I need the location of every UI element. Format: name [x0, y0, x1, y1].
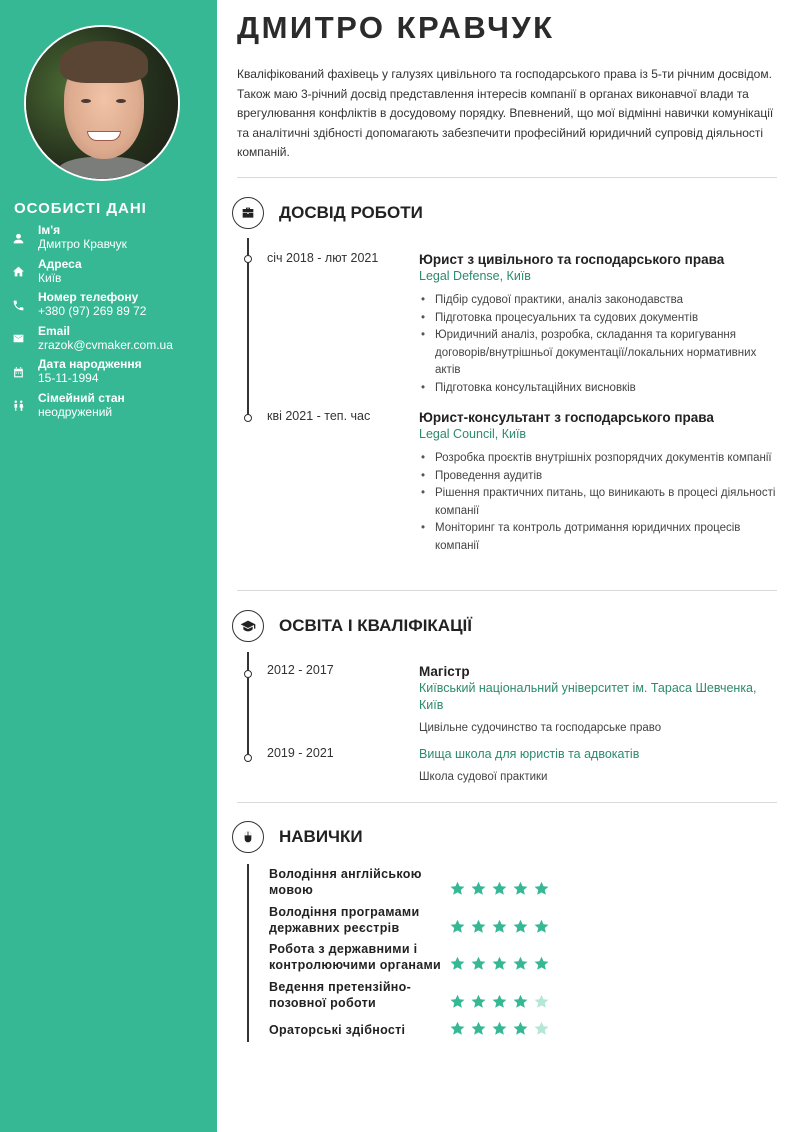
mouse-icon — [232, 821, 264, 853]
experience-section-header — [232, 197, 423, 229]
skill-row — [269, 941, 559, 973]
timeline-dot — [244, 754, 252, 762]
personal-item-name — [10, 223, 210, 257]
employer: Legal Defense, Київ — [419, 269, 531, 283]
skill-row — [269, 979, 559, 1011]
personal-value: неодружений — [38, 404, 113, 419]
responsibilities-list — [419, 450, 779, 555]
entry-date: 2019 - 2021 — [267, 746, 334, 760]
personal-value: Київ — [38, 270, 62, 285]
skill-rating — [449, 955, 550, 973]
skill-name: Володіння програмами державних реєстрів — [269, 905, 420, 935]
divider — [237, 177, 777, 178]
responsibilities-list — [419, 292, 779, 397]
institution: Київський національний університет ім. Тараса Шевченка, Київ — [419, 681, 757, 712]
skill-rating — [449, 880, 550, 898]
star-filled-icon — [491, 918, 508, 935]
skill-name: Ведення претензійно-позовної роботи — [269, 980, 412, 1010]
star-filled-icon — [533, 880, 550, 897]
personal-label: Email — [38, 323, 71, 338]
graduation-cap-icon — [232, 610, 264, 642]
entry-date: січ 2018 - лют 2021 — [267, 251, 379, 265]
employer: Legal Council, Київ — [419, 427, 527, 441]
timeline-dot — [244, 670, 252, 678]
education-timeline — [247, 652, 249, 762]
star-empty-icon — [533, 1020, 550, 1037]
personal-value: 15-11-1994 — [38, 371, 99, 385]
skill-row — [269, 866, 559, 898]
star-filled-icon — [512, 1020, 529, 1037]
profile-summary: Кваліфікований фахівець у галузях цивільного та господарського права із 5-ти річним досвідом. Також маю 3-річний досвід представлення інтересів компанії в органах виконавчої влади та врегулювання конфліктів в досудовому порядку. Впевнений, що мої відмінні навички комунікації та аналітичні здібності допомагають забезпечити професійний юридичний супровід діяльності компаній. — [237, 67, 774, 159]
mail-icon — [10, 331, 26, 347]
divider — [237, 590, 777, 591]
star-filled-icon — [491, 993, 508, 1010]
study-field: Школа судової практики — [419, 771, 548, 783]
personal-label: Сімейний стан — [38, 390, 125, 405]
star-filled-icon — [470, 955, 487, 972]
star-filled-icon — [470, 880, 487, 897]
skill-name: Володіння англійською мовою — [269, 867, 422, 897]
star-filled-icon — [449, 955, 466, 972]
study-field: Цивільне судочинство та господарське право — [419, 722, 662, 734]
list-item: • Рішення практичних питань, що виникають в процесі діяльності компанії — [419, 485, 779, 520]
personal-item-birthdate — [10, 357, 210, 391]
divider — [237, 802, 777, 803]
list-item: • Моніторинг та контроль дотримання юридичних процесів компанії — [419, 520, 779, 555]
star-empty-icon — [533, 993, 550, 1010]
briefcase-icon — [232, 197, 264, 229]
list-item: • Підбір судової практики, аналіз законодавства — [419, 292, 779, 310]
skills-line — [247, 864, 249, 1042]
experience-timeline — [247, 238, 249, 420]
star-filled-icon — [512, 955, 529, 972]
personal-data-heading: ОСОБИСТІ ДАНІ — [14, 200, 147, 217]
candidate-name: ДМИТРО КРАВЧУК — [237, 10, 555, 45]
star-filled-icon — [491, 1020, 508, 1037]
personal-value: +380 (97) 269 89 72 — [38, 304, 147, 318]
timeline-dot — [244, 255, 252, 263]
skill-row — [269, 904, 559, 936]
skill-rating — [449, 1020, 550, 1038]
entry-date: кві 2021 - теп. час — [267, 409, 371, 423]
personal-value[interactable]: zrazok@cvmaker.com.ua — [38, 337, 173, 352]
timeline-dot — [244, 414, 252, 422]
personal-item-marital — [10, 391, 210, 425]
phone-icon — [10, 297, 26, 313]
education-section-header — [232, 610, 472, 642]
star-filled-icon — [449, 993, 466, 1010]
star-filled-icon — [512, 993, 529, 1010]
personal-label: Дата народження — [38, 357, 142, 371]
skill-rating — [449, 993, 550, 1011]
personal-item-email — [10, 324, 210, 358]
list-item: • Підготовка процесуальних та судових документів — [419, 310, 779, 328]
skills-section-header — [232, 821, 363, 853]
personal-item-address — [10, 257, 210, 291]
personal-data-list — [10, 223, 210, 424]
degree: Магістр — [419, 664, 470, 679]
star-filled-icon — [512, 918, 529, 935]
personal-label: Номер телефону — [38, 290, 139, 304]
sidebar — [0, 0, 217, 1132]
entry-date: 2012 - 2017 — [267, 663, 334, 677]
star-filled-icon — [470, 993, 487, 1010]
education-heading: ОСВІТА І КВАЛІФІКАЦІЇ — [279, 616, 472, 635]
star-filled-icon — [491, 955, 508, 972]
star-filled-icon — [533, 918, 550, 935]
star-filled-icon — [512, 880, 529, 897]
star-filled-icon — [449, 1020, 466, 1037]
personal-label: Адреса — [38, 256, 82, 271]
calendar-icon — [10, 364, 26, 380]
personal-item-phone — [10, 290, 210, 324]
star-filled-icon — [449, 918, 466, 935]
job-title: Юрист з цивільного та господарського права — [419, 252, 725, 267]
star-filled-icon — [533, 955, 550, 972]
list-item: • Юридичний аналіз, розробка, складання та коригування договорів/внутрішньої документації/локальних нормативних актів — [419, 327, 779, 380]
skills-heading: НАВИЧКИ — [279, 827, 363, 846]
star-filled-icon — [470, 918, 487, 935]
skill-name: Ораторські здібності — [269, 1023, 406, 1037]
institution: Вища школа для юристів та адвокатів — [419, 747, 640, 761]
star-filled-icon — [491, 880, 508, 897]
skill-name: Робота з державними і контролюючими органами — [269, 942, 441, 972]
experience-heading: ДОСВІД РОБОТИ — [279, 203, 423, 222]
star-filled-icon — [470, 1020, 487, 1037]
couple-icon — [10, 398, 26, 414]
personal-value: Дмитро Кравчук — [38, 237, 127, 251]
skill-rating — [449, 918, 550, 936]
list-item: • Підготовка консультаційних висновків — [419, 380, 779, 398]
portrait-image — [26, 27, 178, 179]
profile-photo — [24, 25, 180, 181]
list-item: • Проведення аудитів — [419, 468, 779, 486]
skill-row — [269, 1020, 559, 1038]
person-icon — [10, 230, 26, 246]
home-icon — [10, 264, 26, 280]
star-filled-icon — [449, 880, 466, 897]
job-title: Юрист-консультант з господарського права — [419, 410, 714, 425]
list-item: • Розробка проєктів внутрішніх розпорядчих документів компанії — [419, 450, 779, 468]
personal-label: Ім'я — [38, 223, 61, 237]
